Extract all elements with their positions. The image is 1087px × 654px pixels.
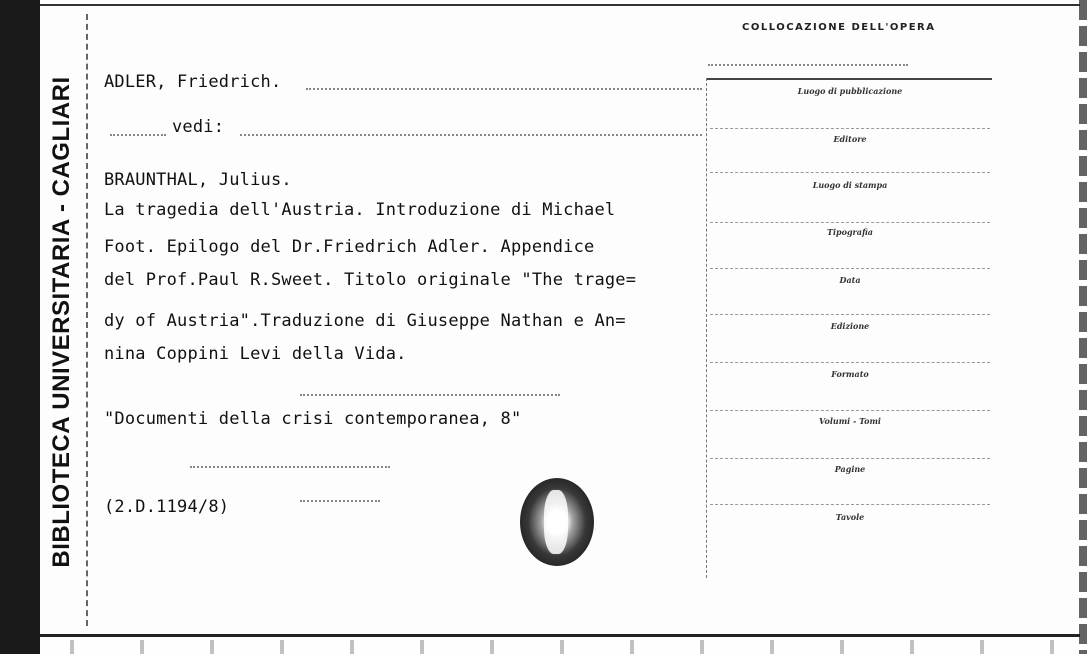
- field-rule: [710, 410, 990, 411]
- card-line-body: del Prof.Paul R.Sweet. Titolo originale "The trage=: [104, 270, 637, 290]
- field-rule: [710, 222, 990, 223]
- library-seal-center: [544, 490, 568, 554]
- panel-header: COLLOCAZIONE DELL'OPERA: [742, 22, 936, 33]
- library-stamp: BIBLIOTECA UNIVERSITARIA - CAGLIARI: [48, 76, 75, 568]
- field-rule: [710, 172, 990, 173]
- field-label-luogo-stampa: Luogo di stampa: [812, 180, 888, 190]
- field-label-editore: Editore: [833, 134, 867, 144]
- dotted-rule: [300, 394, 560, 396]
- dotted-rule: [708, 64, 908, 66]
- card-line-body: nina Coppini Levi della Vida.: [104, 344, 407, 364]
- field-rule: [710, 268, 990, 269]
- card-line-see: vedi:: [172, 117, 225, 137]
- card-line-body: Foot. Epilogo del Dr.Friedrich Adler. Appendice: [104, 237, 595, 257]
- field-label-formato: Formato: [831, 369, 869, 379]
- field-rule: [710, 458, 990, 459]
- field-label-edizione: Edizione: [830, 321, 870, 331]
- bottom-strip: [40, 640, 1087, 654]
- card-line-heading-author: ADLER, Friedrich.: [104, 72, 282, 92]
- dotted-rule: [110, 134, 166, 136]
- field-rule: [710, 314, 990, 315]
- card-line-title: La tragedia dell'Austria. Introduzione di Michael: [104, 200, 616, 220]
- dotted-rule: [306, 88, 702, 90]
- right-edge: [1079, 0, 1087, 654]
- card-line-series: "Documenti della crisi contemporanea, 8": [104, 409, 522, 429]
- dotted-rule: [190, 466, 390, 468]
- bottom-border: [40, 634, 1080, 637]
- card-line-author: BRAUNTHAL, Julius.: [104, 170, 292, 190]
- field-label-luogo-pubblicazione: Luogo di pubblicazione: [797, 86, 903, 96]
- left-dark-edge: [0, 0, 40, 654]
- dotted-rule: [300, 500, 380, 502]
- dotted-rule: [240, 134, 702, 136]
- field-rule: [710, 504, 990, 505]
- field-label-tavole: Tavole: [835, 512, 865, 522]
- top-border: [40, 4, 1080, 6]
- field-label-pagine: Pagine: [834, 464, 866, 474]
- field-label-volumi-tomi: Volumi - Tomi: [819, 416, 881, 426]
- field-label-tipografia: Tipografia: [827, 227, 873, 237]
- field-rule: [710, 362, 990, 363]
- field-rule: [710, 128, 990, 129]
- margin-line: [86, 14, 88, 626]
- card-line-body: dy of Austria".Traduzione di Giuseppe Nathan e An=: [104, 311, 626, 331]
- field-label-data: Data: [839, 275, 861, 285]
- card-line-shelfmark: (2.D.1194/8): [104, 497, 230, 517]
